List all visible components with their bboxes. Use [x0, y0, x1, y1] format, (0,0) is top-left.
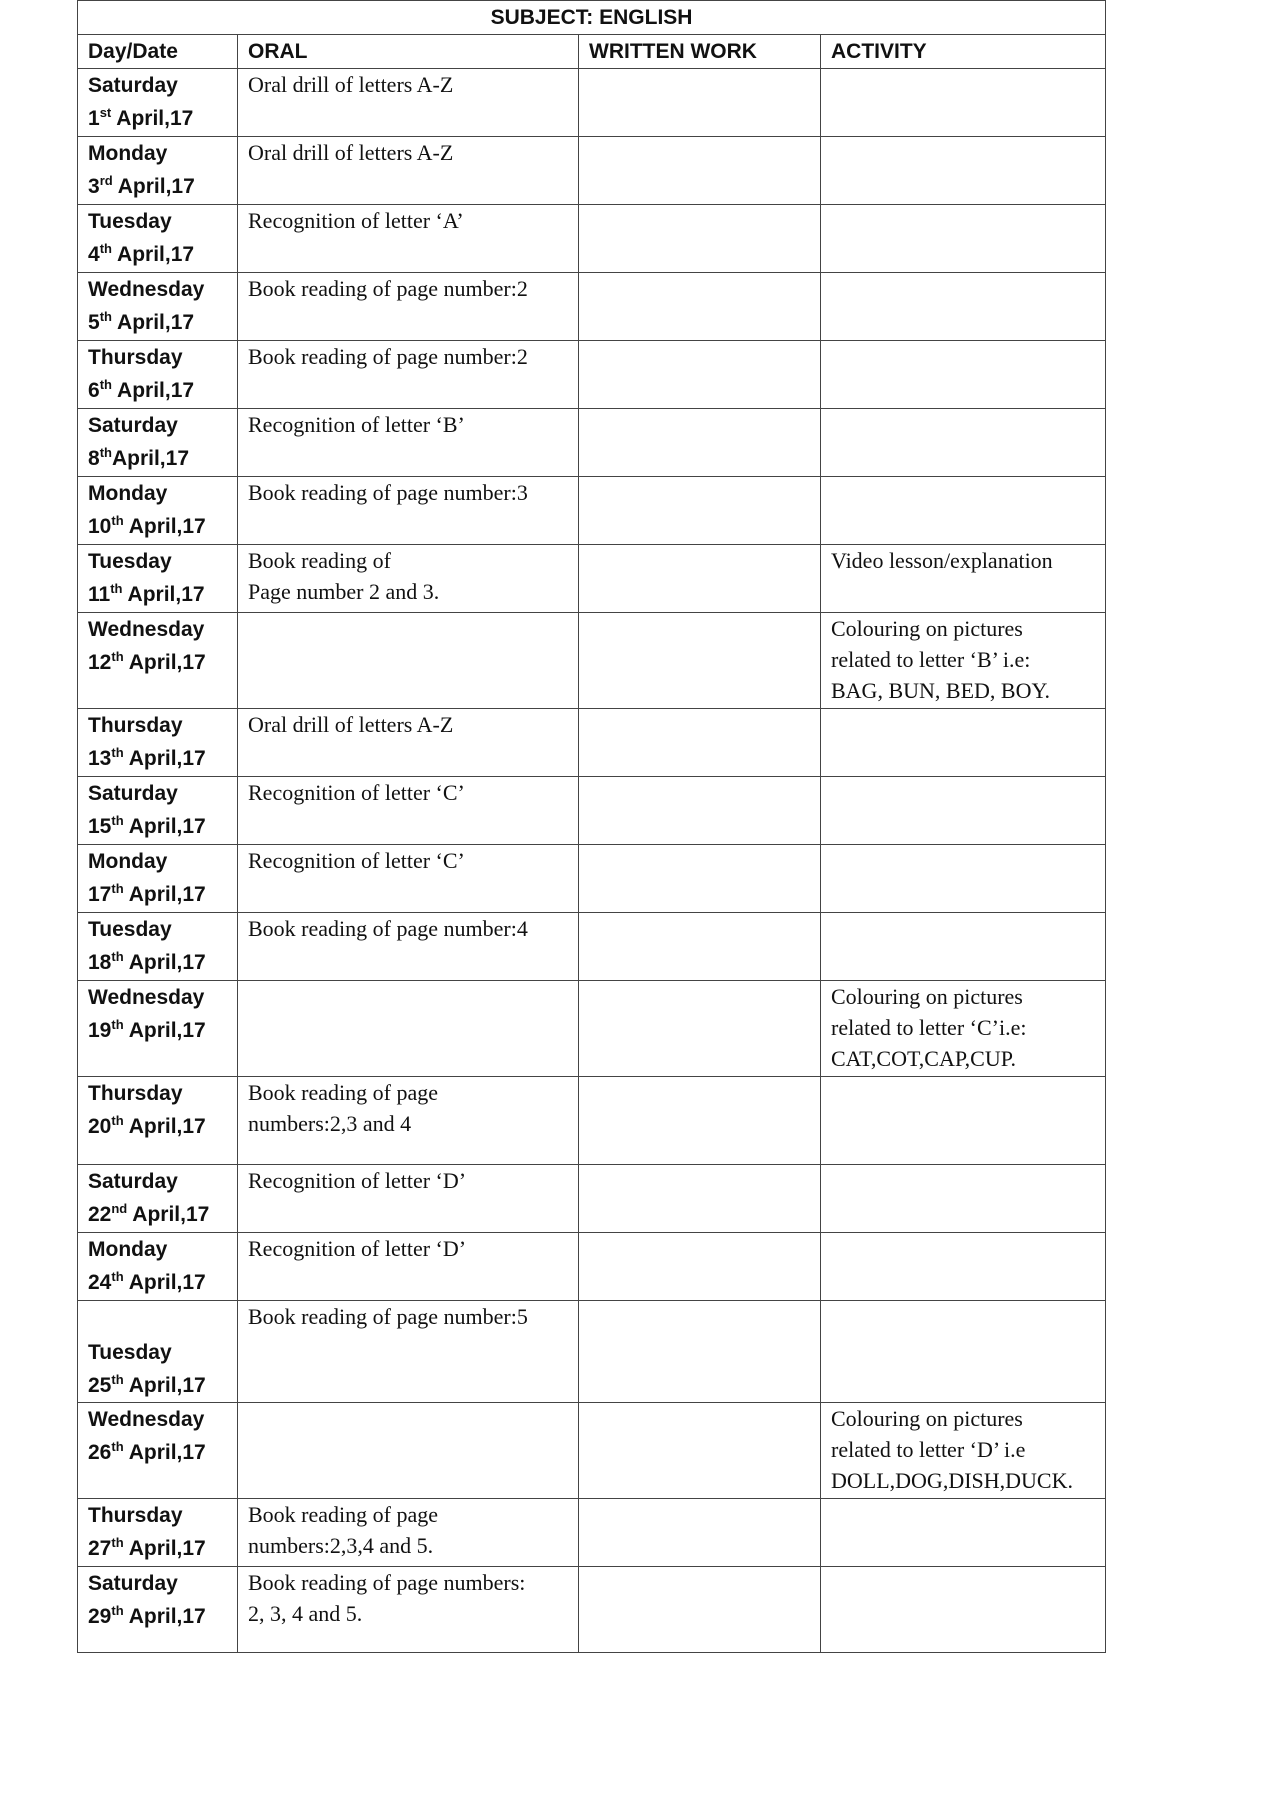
date-month-year: April,17: [111, 311, 195, 334]
day-date-cell: [78, 1499, 238, 1567]
date-number: 15: [88, 815, 112, 838]
day-date-cell: [78, 1233, 238, 1301]
date-number: 10: [88, 515, 112, 538]
day-date-cell: [78, 981, 238, 1077]
written-work-cell: [579, 137, 821, 205]
date: [88, 238, 227, 271]
table-row: [78, 981, 1106, 1077]
activity-cell: [821, 777, 1106, 845]
table-row: [78, 1567, 1106, 1653]
day-name: Saturday: [88, 74, 178, 97]
activity-cell: [821, 341, 1106, 409]
written-work-cell: [579, 1301, 821, 1403]
day-name: Tuesday: [88, 918, 172, 941]
day-name: Monday: [88, 1238, 168, 1261]
date-month-year: April,17: [111, 107, 194, 130]
date-number: 19: [88, 1019, 112, 1042]
date-month-year: April,17: [123, 815, 206, 838]
date-number: 25: [88, 1374, 112, 1397]
date-number: 17: [88, 883, 112, 906]
oral-cell: [238, 845, 579, 913]
day-name: Saturday: [88, 1572, 178, 1595]
oral-text: Book reading of page numbers:: [248, 1570, 526, 1595]
activity-cell: [821, 409, 1106, 477]
date-month-year: April,17: [123, 1374, 206, 1397]
day-date-cell: [78, 709, 238, 777]
date-suffix: th: [111, 1017, 124, 1032]
table-row: [78, 1403, 1106, 1499]
oral-cell: [238, 709, 579, 777]
header-day-date: Day/Date: [78, 35, 238, 69]
day-name: Monday: [88, 482, 168, 505]
date-suffix: th: [99, 241, 112, 256]
day-date-cell: [78, 1077, 238, 1165]
date-month-year: April,17: [123, 1271, 206, 1294]
table-row: [78, 341, 1106, 409]
lesson-plan-table: [77, 0, 1106, 1653]
date-month-year: April,17: [111, 243, 195, 266]
date-month-year: April,17: [123, 1605, 206, 1628]
oral-text: Recognition of letter ‘B’: [248, 412, 465, 437]
oral-text: 2, 3, 4 and 5.: [248, 1601, 363, 1626]
oral-text: Oral drill of letters A-Z: [248, 72, 454, 97]
day-date-cell: [78, 409, 238, 477]
activity-cell: [821, 1301, 1106, 1403]
day-date-cell: [78, 137, 238, 205]
activity-cell: [821, 845, 1106, 913]
oral-cell: [238, 1403, 579, 1499]
written-work-cell: [579, 545, 821, 613]
activity-cell: [821, 545, 1106, 613]
day-name: Wednesday: [88, 986, 205, 1009]
date-number: 18: [88, 951, 112, 974]
oral-text: Book reading of page: [248, 1080, 438, 1105]
date-month-year: April,17: [123, 747, 206, 770]
activity-cell: [821, 1567, 1106, 1653]
date-number: 6: [88, 379, 100, 402]
oral-cell: [238, 1077, 579, 1165]
oral-cell: [238, 273, 579, 341]
oral-cell: [238, 409, 579, 477]
oral-text: Recognition of letter ‘D’: [248, 1168, 467, 1193]
activity-text: related to letter ‘C’i.e:: [831, 1015, 1027, 1040]
header-written-work: WRITTEN WORK: [579, 35, 821, 69]
oral-text: Book reading of: [248, 548, 391, 573]
day-date-cell: [78, 477, 238, 545]
table-row: [78, 913, 1106, 981]
date-month-year: April,17: [122, 583, 205, 606]
oral-cell: [238, 1165, 579, 1233]
activity-cell: [821, 69, 1106, 137]
table-row: [78, 613, 1106, 709]
date-suffix: th: [111, 513, 124, 528]
day-date-cell: [78, 1403, 238, 1499]
activity-text: Colouring on pictures: [831, 984, 1023, 1009]
date-number: 11: [88, 583, 111, 606]
date-month-year: April,17: [123, 883, 206, 906]
oral-text: Recognition of letter ‘C’: [248, 780, 465, 805]
day-name: Tuesday: [88, 1341, 172, 1364]
date: [88, 1014, 227, 1047]
activity-cell: [821, 1077, 1106, 1165]
day-name: Monday: [88, 850, 168, 873]
oral-text: Book reading of page: [248, 1502, 438, 1527]
date-suffix: th: [111, 1535, 124, 1550]
activity-cell: [821, 137, 1106, 205]
table-row: [78, 545, 1106, 613]
oral-text: Recognition of letter ‘D’: [248, 1236, 467, 1261]
oral-cell: [238, 1233, 579, 1301]
date-month-year: April,17: [123, 1537, 206, 1560]
activity-text: Colouring on pictures: [831, 616, 1023, 641]
written-work-cell: [579, 1499, 821, 1567]
day-name: Thursday: [88, 1504, 183, 1527]
date: [88, 1532, 227, 1565]
written-work-cell: [579, 1077, 821, 1165]
table-row: [78, 205, 1106, 273]
activity-cell: [821, 1403, 1106, 1499]
written-work-cell: [579, 1233, 821, 1301]
date: [88, 1436, 227, 1469]
activity-cell: [821, 273, 1106, 341]
date-suffix: th: [99, 309, 112, 324]
table-row: [78, 1233, 1106, 1301]
day-name: Saturday: [88, 782, 178, 805]
date-number: 29: [88, 1605, 112, 1628]
oral-text: Oral drill of letters A-Z: [248, 140, 454, 165]
date: [88, 306, 227, 339]
date-suffix: th: [111, 649, 124, 664]
written-work-cell: [579, 1567, 821, 1653]
oral-cell: [238, 545, 579, 613]
written-work-cell: [579, 341, 821, 409]
table-row: [78, 709, 1106, 777]
date: [88, 1110, 227, 1143]
oral-cell: [238, 341, 579, 409]
activity-text: BAG, BUN, BED, BOY.: [831, 678, 1051, 703]
written-work-cell: [579, 709, 821, 777]
activity-cell: [821, 913, 1106, 981]
table-row: [78, 777, 1106, 845]
date: [88, 102, 227, 135]
date-suffix: th: [111, 1113, 124, 1128]
oral-cell: [238, 137, 579, 205]
table-row: [78, 69, 1106, 137]
day-date-cell: [78, 777, 238, 845]
date: [88, 1266, 227, 1299]
date: [88, 946, 227, 979]
day-date-cell: [78, 341, 238, 409]
oral-cell: [238, 1567, 579, 1653]
oral-cell: [238, 1499, 579, 1567]
date-number: 26: [88, 1441, 112, 1464]
date-number: 4: [88, 243, 100, 266]
written-work-cell: [579, 205, 821, 273]
written-work-cell: [579, 1165, 821, 1233]
oral-text: numbers:2,3,4 and 5.: [248, 1533, 434, 1558]
date: [88, 510, 227, 543]
date-number: 27: [88, 1537, 112, 1560]
date-number: 3: [88, 175, 100, 198]
day-name: Wednesday: [88, 618, 205, 641]
oral-cell: [238, 1301, 579, 1403]
date-number: 12: [88, 651, 112, 674]
written-work-cell: [579, 845, 821, 913]
table-row: [78, 1301, 1106, 1403]
date-suffix: nd: [111, 1201, 128, 1216]
day-name: Wednesday: [88, 278, 205, 301]
date-suffix: rd: [99, 173, 113, 188]
written-work-cell: [579, 913, 821, 981]
date-month-year: April,17: [123, 1019, 206, 1042]
date: [88, 170, 227, 203]
subject-title: SUBJECT: ENGLISH: [78, 1, 1106, 35]
day-name: Thursday: [88, 346, 183, 369]
oral-text: Recognition of letter ‘C’: [248, 848, 465, 873]
date-suffix: th: [99, 377, 112, 392]
date-month-year: April,17: [123, 1115, 206, 1138]
written-work-cell: [579, 1403, 821, 1499]
date: [88, 1600, 227, 1633]
date-number: 22: [88, 1203, 112, 1226]
schedule-body: [78, 69, 1106, 1653]
oral-text: Oral drill of letters A-Z: [248, 712, 454, 737]
date-number: 24: [88, 1271, 112, 1294]
date-suffix: th: [111, 1372, 124, 1387]
date: [88, 878, 227, 911]
date-month-year: April,17: [123, 515, 206, 538]
activity-text: related to letter ‘D’ i.e: [831, 1437, 1026, 1462]
date-suffix: th: [111, 813, 124, 828]
day-date-cell: [78, 1301, 238, 1403]
date-number: 13: [88, 747, 112, 770]
written-work-cell: [579, 477, 821, 545]
header-activity: ACTIVITY: [821, 35, 1106, 69]
table-row: [78, 477, 1106, 545]
table-row: [78, 273, 1106, 341]
date-month-year: April,17: [111, 379, 195, 402]
day-date-cell: [78, 205, 238, 273]
oral-cell: [238, 981, 579, 1077]
oral-text: Book reading of page number:2: [248, 276, 528, 301]
oral-text: Recognition of letter ‘A’: [248, 208, 464, 233]
oral-cell: [238, 477, 579, 545]
date-month-year: April,17: [111, 447, 189, 470]
date: [88, 578, 227, 611]
date-suffix: th: [111, 949, 124, 964]
day-date-cell: [78, 273, 238, 341]
written-work-cell: [579, 613, 821, 709]
oral-text: Book reading of page number:5: [248, 1304, 528, 1329]
written-work-cell: [579, 777, 821, 845]
day-name: Saturday: [88, 1170, 178, 1193]
written-work-cell: [579, 981, 821, 1077]
date-month-year: April,17: [123, 1441, 206, 1464]
date-number: 8: [88, 447, 100, 470]
activity-cell: [821, 981, 1106, 1077]
date: [88, 810, 227, 843]
date-month-year: April,17: [123, 651, 206, 674]
activity-text: Video lesson/explanation: [831, 548, 1053, 573]
day-name: Wednesday: [88, 1408, 205, 1431]
date-suffix: th: [110, 581, 123, 596]
table-row: [78, 1499, 1106, 1567]
day-name: Thursday: [88, 714, 183, 737]
activity-text: DOLL,DOG,DISH,DUCK.: [831, 1468, 1073, 1493]
activity-text: Colouring on pictures: [831, 1406, 1023, 1431]
day-date-cell: [78, 1165, 238, 1233]
date: [88, 1369, 227, 1402]
activity-cell: [821, 613, 1106, 709]
date-month-year: April,17: [127, 1203, 210, 1226]
date: [88, 374, 227, 407]
table-row: [78, 1077, 1106, 1165]
date-number: 1: [88, 107, 100, 130]
date-suffix: st: [99, 105, 112, 120]
oral-text: Book reading of page number:2: [248, 344, 528, 369]
day-date-cell: [78, 1567, 238, 1653]
date-suffix: th: [111, 1439, 124, 1454]
date-month-year: April,17: [112, 175, 195, 198]
activity-cell: [821, 1233, 1106, 1301]
activity-text: CAT,COT,CAP,CUP.: [831, 1046, 1017, 1071]
date-suffix: th: [111, 1269, 124, 1284]
date-suffix: th: [111, 881, 124, 896]
day-name: Monday: [88, 142, 168, 165]
written-work-cell: [579, 69, 821, 137]
table-row: [78, 1165, 1106, 1233]
table-row: [78, 137, 1106, 205]
table-row: [78, 845, 1106, 913]
day-name: Saturday: [88, 414, 178, 437]
written-work-cell: [579, 409, 821, 477]
oral-text: numbers:2,3 and 4: [248, 1111, 412, 1136]
activity-cell: [821, 477, 1106, 545]
oral-cell: [238, 205, 579, 273]
date: [88, 1198, 227, 1231]
oral-cell: [238, 913, 579, 981]
day-date-cell: [78, 545, 238, 613]
date-number: 5: [88, 311, 100, 334]
date: [88, 442, 227, 475]
date-suffix: th: [99, 445, 112, 460]
oral-text: Book reading of page number:4: [248, 916, 528, 941]
activity-text: related to letter ‘B’ i.e:: [831, 647, 1031, 672]
date: [88, 646, 227, 679]
activity-cell: [821, 709, 1106, 777]
date-month-year: April,17: [123, 951, 206, 974]
day-date-cell: [78, 69, 238, 137]
oral-text: Book reading of page number:3: [248, 480, 528, 505]
oral-cell: [238, 777, 579, 845]
activity-cell: [821, 1499, 1106, 1567]
day-date-cell: [78, 913, 238, 981]
date-suffix: th: [111, 745, 124, 760]
table-row: [78, 409, 1106, 477]
date-number: 20: [88, 1115, 112, 1138]
date: [88, 742, 227, 775]
oral-text: Page number 2 and 3.: [248, 579, 440, 604]
day-date-cell: [78, 845, 238, 913]
oral-cell: [238, 613, 579, 709]
day-name: Thursday: [88, 1082, 183, 1105]
activity-cell: [821, 1165, 1106, 1233]
written-work-cell: [579, 273, 821, 341]
activity-cell: [821, 205, 1106, 273]
date-suffix: th: [111, 1603, 124, 1618]
header-oral: ORAL: [238, 35, 579, 69]
day-name: Tuesday: [88, 550, 172, 573]
oral-cell: [238, 69, 579, 137]
day-date-cell: [78, 613, 238, 709]
day-name: Tuesday: [88, 210, 172, 233]
